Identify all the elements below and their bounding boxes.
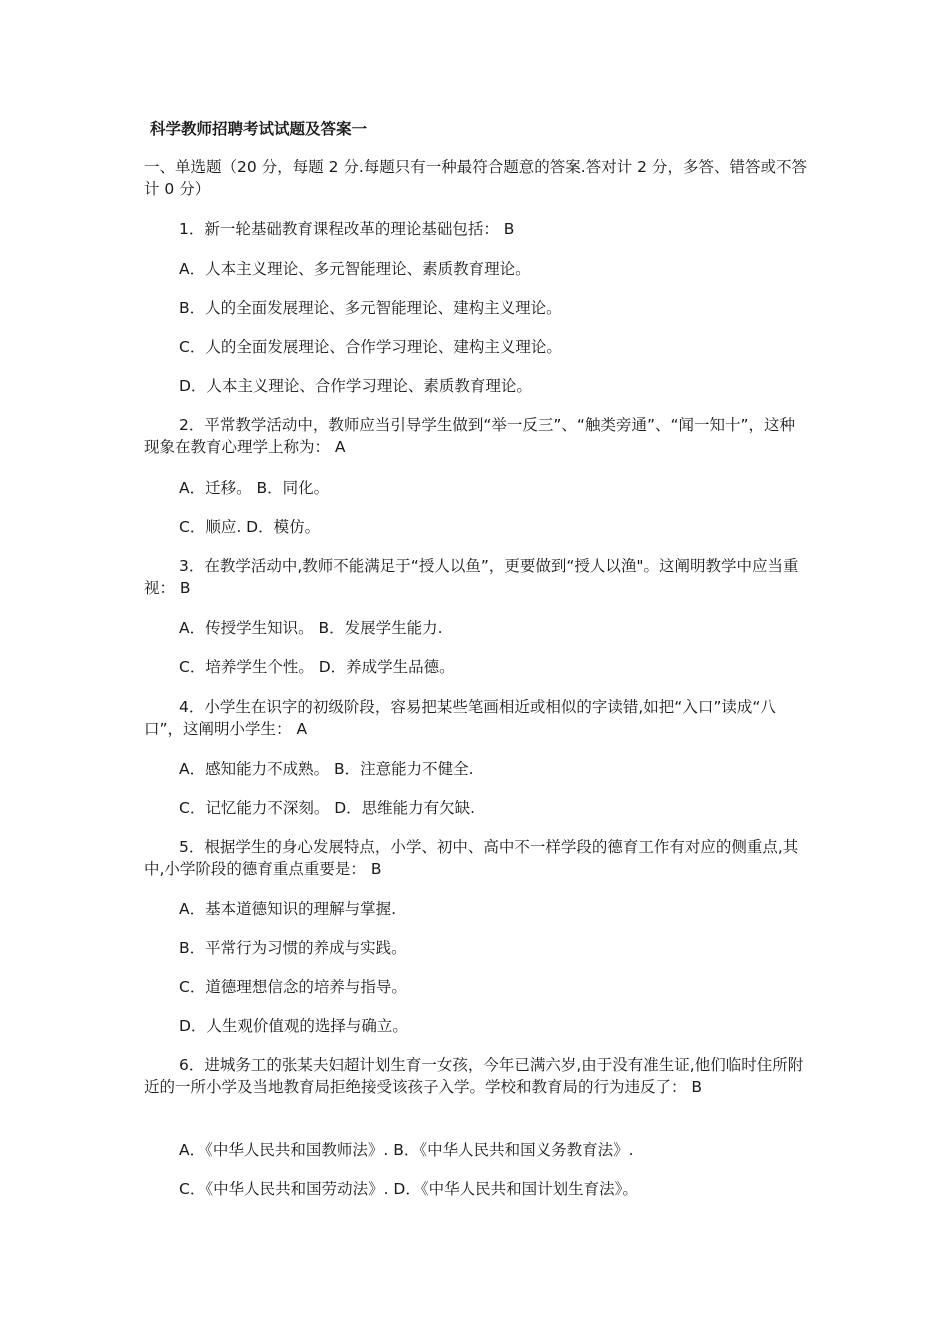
section-heading: 一、单选题（20 分，每题 2 分.每题只有一种最符合题意的答案.答对计 2 分，多答、错答或不答计 0 分）	[144, 158, 807, 198]
question-4-options-ab: A．感知能力不成熟。 B．注意能力不健全.	[179, 760, 474, 778]
question-1-stem: 1．新一轮基础教育课程改革的理论基础包括： B	[179, 220, 515, 238]
question-2-stem: 2．平常教学活动中，教师应当引导学生做到“举一反三”、“触类旁通”、“闻一知十”，这种现象在教育心理学上称为： A	[144, 416, 796, 456]
question-1-option-a: A．人本主义理论、多元智能理论、素质教育理论。	[179, 260, 531, 278]
question-2-options-cd: C．顺应. D．模仿。	[179, 518, 321, 536]
question-1-option-d: D．人本主义理论、合作学习理论、素质教育理论。	[179, 377, 532, 395]
question-2-options-ab: A．迁移。 B．同化。	[179, 479, 330, 497]
question-5-option-a: A．基本道德知识的理解与掌握.	[179, 900, 397, 918]
question-5-option-d: D．人生观价值观的选择与确立。	[179, 1017, 408, 1035]
question-6-options-cd: C．《中华人民共和国劳动法》. D．《中华人民共和国计划生育法》。	[179, 1180, 638, 1198]
question-6-options-ab: A．《中华人民共和国教师法》. B．《中华人民共和国义务教育法》.	[179, 1141, 634, 1159]
question-4-options-cd: C．记忆能力不深刻。 D．思维能力有欠缺.	[179, 799, 476, 817]
question-1-option-c: C．人的全面发展理论、合作学习理论、建构主义理论。	[179, 338, 562, 356]
question-1-option-b: B．人的全面发展理论、多元智能理论、建构主义理论。	[179, 299, 562, 317]
document-title: 科学教师招聘考试试题及答案一	[150, 120, 368, 138]
question-3-options-cd: C．培养学生个性。 D．养成学生品德。	[179, 658, 455, 676]
question-3-options-ab: A．传授学生知识。 B．发展学生能力.	[179, 619, 443, 637]
question-5-stem: 5．根据学生的身心发展特点，小学、初中、高中不一样学段的德育工作有对应的侧重点,其中,小学阶段的德育重点重要是： B	[144, 838, 799, 878]
question-6-stem: 6．进城务工的张某夫妇超计划生育一女孩，今年已满六岁,由于没有准生证,他们临时住所附近的一所小学及当地教育局拒绝接受该孩子入学。学校和教育局的行为违反了： B	[144, 1056, 804, 1096]
question-3-stem: 3．在教学活动中,教师不能满足于“授人以鱼”，更要做到“授人以渔"。这阐明教学中应当重视： B	[144, 557, 799, 597]
question-5-option-c: C．道德理想信念的培养与指导。	[179, 978, 407, 996]
question-5-option-b: B．平常行为习惯的养成与实践。	[179, 939, 407, 957]
question-4-stem: 4．小学生在识字的初级阶段，容易把某些笔画相近或相似的字读错,如把“入口”读成“八口”，这阐明小学生： A	[144, 698, 776, 738]
